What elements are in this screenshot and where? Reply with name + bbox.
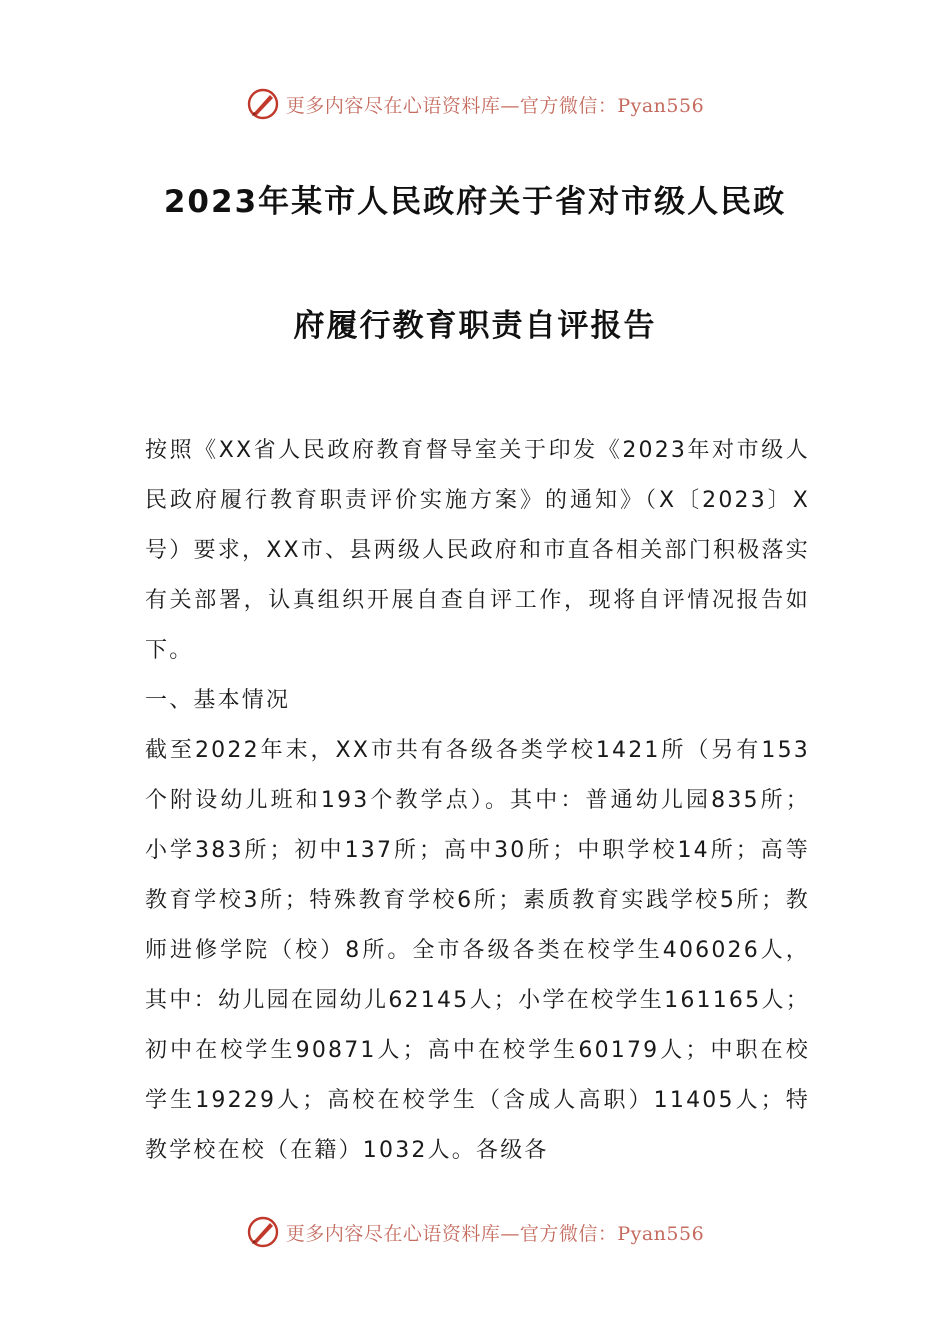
- intro-paragraph: 按照《XX省人民政府教育督导室关于印发《2023年对市级人民政府履行教育职责评价实施方案》的通知》（X〔2023〕X号）要求，XX市、县两级人民政府和市直各相关部门积极落实有关部署，认真组织开展自查自评工作，现将自评情况报告如下。: [145, 438, 810, 663]
- basic-info-paragraph: 截至2022年末，XX市共有各级各类学校1421所（另有153个附设幼儿班和193个教学点）。其中：普通幼儿园835所；小学383所；初中137所；高中30所；中职学校14所；高等教育学校3所；特殊教育学校6所；素质教育实践学校5所；教师进修学院（校）8所。全市各级各类在校学生406026人，其中：幼儿园在园幼儿62145人；小学在校学生161165人；初中在校学生90871人；高中在校学生60179人；中职在校学生19229人；高校在校学生（含成人高职）11405人；特教学校在校（在籍）1032人。各级各: [145, 738, 810, 1163]
- watermark-footer: [0, 1212, 950, 1252]
- watermark-header: [0, 84, 950, 124]
- pen-logo-icon: [246, 87, 280, 121]
- watermark-text: 更多内容尽在心语资料库—官方微信：Pyan556: [285, 94, 705, 117]
- document-title-line-1: 2023年某市人民政府关于省对市级人民政: [163, 184, 787, 220]
- watermark-text: 更多内容尽在心语资料库—官方微信：Pyan556: [285, 1222, 705, 1245]
- document-title-line-2: 府履行教育职责自评报告: [293, 308, 657, 344]
- section-heading-basic-info: 一、基本情况: [145, 688, 291, 713]
- document-body: [145, 426, 810, 1176]
- pen-logo-icon: [246, 1215, 280, 1249]
